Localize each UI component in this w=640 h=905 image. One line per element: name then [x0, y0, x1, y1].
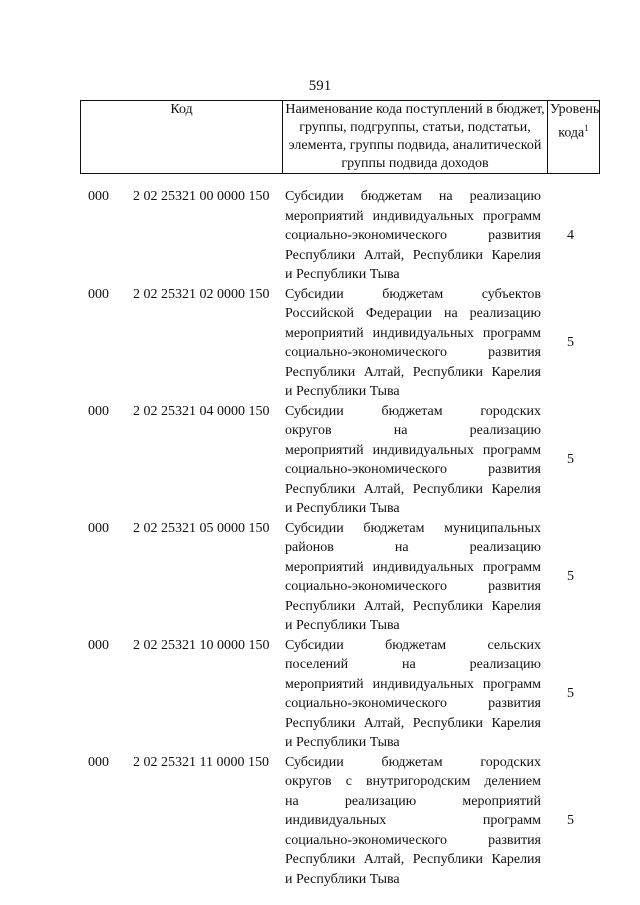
income-name: [285, 402, 541, 519]
table-row: [80, 519, 600, 636]
income-name-line: мероприятий индивидуальных программ: [285, 676, 541, 692]
income-name-line: социально-экономического развития: [285, 462, 541, 477]
income-name-line: социально-экономического развития: [285, 228, 541, 243]
income-name-line: Субсидии бюджетам на реализацию: [285, 189, 541, 204]
table-row: [80, 636, 600, 753]
header-level: [548, 101, 600, 174]
page-number: 591: [308, 78, 332, 94]
income-name: [285, 753, 541, 890]
income-name-line: Субсидии бюджетам сельских: [285, 637, 541, 653]
income-name-line: социально-экономического развития: [285, 832, 541, 848]
income-name: [285, 187, 541, 285]
header-name: Наименование кода поступлений в бюджет, группы, подгруппы, статьи, подстатьи, элемента, группы подвида, аналитической группы подвида доходов: [283, 101, 548, 174]
income-name-line: на реализацию мероприятий: [285, 793, 541, 809]
income-name-line: Республики Алтай, Республики Карелия: [285, 852, 541, 867]
income-name-line: Субсидии бюджетам городских: [285, 754, 541, 770]
income-name-line: и Республики Тыва: [285, 501, 400, 516]
income-name-line: мероприятий индивидуальных программ: [285, 559, 541, 575]
income-name-line: и Республики Тыва: [285, 871, 400, 887]
admin-code: 000: [88, 520, 109, 536]
table-header: [80, 100, 600, 174]
income-code: 2 02 25321 10 0000 150: [133, 637, 270, 653]
admin-code: 000: [88, 403, 109, 419]
income-name-line: и Республики Тыва: [285, 267, 400, 282]
income-code: 2 02 25321 05 0000 150: [133, 520, 270, 536]
income-name-line: Российской Федерации на реализацию: [285, 306, 541, 321]
table-row: [80, 753, 600, 890]
income-name-line: поселений на реализацию: [285, 657, 541, 672]
income-name-line: и Республики Тыва: [285, 735, 400, 750]
admin-code: 000: [88, 286, 109, 302]
table-row: [80, 285, 600, 402]
income-name-line: районов на реализацию: [285, 540, 541, 555]
code-level: 5: [567, 569, 574, 584]
income-name-line: Республики Алтай, Республики Карелия: [285, 247, 541, 263]
income-name-line: социально-экономического развития: [285, 579, 541, 594]
code-level: 5: [567, 335, 574, 350]
table-row: [80, 402, 600, 519]
income-code: 2 02 25321 02 0000 150: [133, 286, 270, 302]
income-name-line: Субсидии бюджетам муниципальных: [285, 520, 541, 536]
footnote-marker: 1: [584, 123, 589, 133]
admin-code: 000: [88, 189, 109, 204]
income-name-line: Республики Алтай, Республики Карелия: [285, 481, 541, 497]
income-code: 2 02 25321 04 0000 150: [133, 403, 270, 419]
admin-code: 000: [88, 637, 109, 653]
income-name-line: мероприятий индивидуальных программ: [285, 208, 541, 224]
code-level: 5: [567, 812, 574, 828]
income-name-line: Субсидии бюджетам городских: [285, 403, 541, 419]
header-level-label: Уровень кода: [550, 102, 600, 141]
code-level: 5: [567, 452, 574, 467]
table-row: [80, 187, 600, 285]
income-name-line: округов на реализацию: [285, 423, 541, 438]
code-level: 4: [567, 227, 574, 243]
income-name-line: и Республики Тыва: [285, 384, 400, 399]
income-name-line: индивидуальных программ: [285, 813, 541, 828]
income-name-line: и Республики Тыва: [285, 618, 400, 633]
header-code: Код: [81, 101, 283, 174]
table-body: [80, 187, 600, 889]
admin-code: 000: [88, 754, 109, 770]
income-name: [285, 636, 541, 753]
income-name-line: Субсидии бюджетам субъектов: [285, 286, 541, 302]
income-name-line: мероприятий индивидуальных программ: [285, 442, 541, 458]
code-level: 5: [567, 686, 574, 701]
income-name: [285, 285, 541, 402]
income-name-line: социально-экономического развития: [285, 696, 541, 711]
income-name-line: Республики Алтай, Республики Карелия: [285, 364, 541, 380]
income-name-line: Республики Алтай, Республики Карелия: [285, 715, 541, 731]
income-code: 2 02 25321 11 0000 150: [133, 754, 269, 770]
income-code: 2 02 25321 00 0000 150: [133, 189, 270, 204]
income-name-line: социально-экономического развития: [285, 345, 541, 360]
income-name-line: Республики Алтай, Республики Карелия: [285, 598, 541, 614]
income-name-line: округов с внутригородским делением: [285, 774, 541, 789]
income-name-line: мероприятий индивидуальных программ: [285, 325, 541, 341]
income-name: [285, 519, 541, 636]
